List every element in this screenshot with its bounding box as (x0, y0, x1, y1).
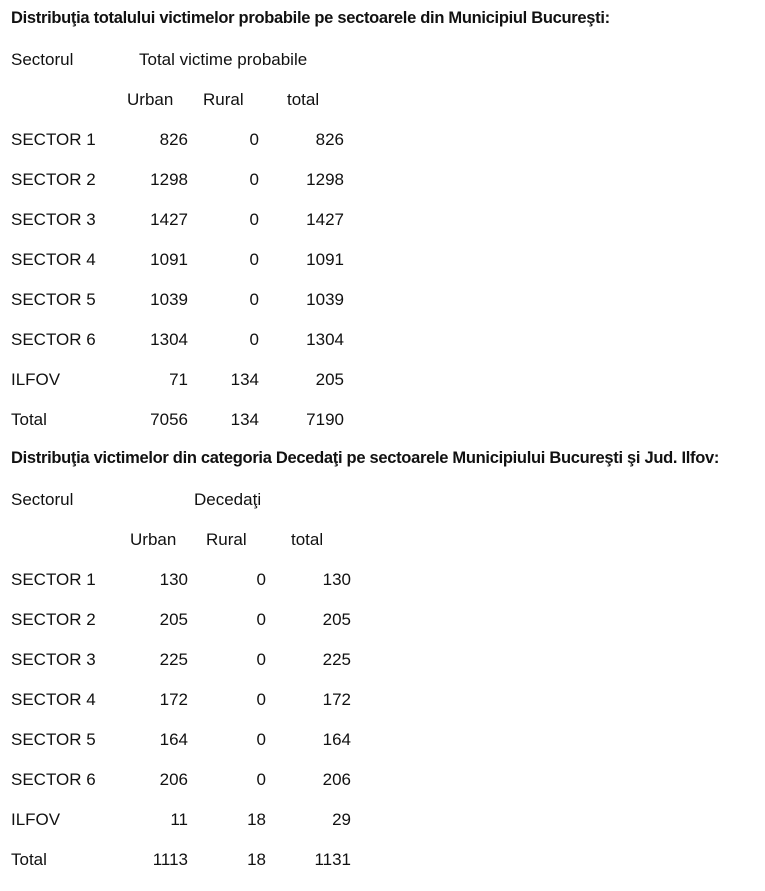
table2-cell-rural: 18 (247, 850, 266, 869)
table1-sector-header: Sectorul (11, 50, 74, 69)
table1-col-total: total (287, 90, 320, 109)
table1-cell-total: 826 (315, 130, 344, 149)
table1-cell-urban: 71 (169, 370, 188, 389)
table1-row-label: SECTOR 5 (11, 290, 96, 309)
table1-group-header: Total victime probabile (139, 50, 308, 69)
table1-cell-total: 7190 (306, 410, 344, 429)
table1-row-label: Total (11, 410, 47, 429)
table1-col-urban: Urban (127, 90, 174, 109)
table1-cell-urban: 1091 (150, 250, 188, 269)
table2-cell-total: 225 (322, 650, 351, 669)
table2-row-label: Total (11, 850, 47, 869)
table1-row-label: ILFOV (11, 370, 61, 389)
table2-row-label: SECTOR 1 (11, 570, 96, 589)
table2-group-header: Decedaţi (194, 490, 262, 509)
table2-cell-total: 29 (332, 810, 351, 829)
table2-cell-rural: 0 (256, 770, 266, 789)
table2-cell-urban: 225 (159, 650, 188, 669)
table1-cell-total: 1039 (306, 290, 344, 309)
table1-cell-rural: 0 (249, 290, 259, 309)
table1-cell-total: 1304 (306, 330, 344, 349)
table2-cell-rural: 0 (256, 570, 266, 589)
table2-cell-total: 206 (322, 770, 351, 789)
table2-cell-total: 205 (322, 610, 351, 629)
table2-cell-total: 130 (322, 570, 351, 589)
table2-cell-total: 172 (322, 690, 351, 709)
table1-row-label: SECTOR 6 (11, 330, 96, 349)
table1-row-label: SECTOR 2 (11, 170, 96, 189)
table1-heading: Distribuţia totalului victimelor probabile pe sectoarele din Municipiul Bucureşti: (11, 9, 610, 27)
table1-col-rural: Rural (203, 90, 244, 109)
table1-cell-total: 1427 (306, 210, 344, 229)
table2-row-label: SECTOR 6 (11, 770, 96, 789)
table2-row-label: SECTOR 4 (11, 690, 96, 709)
table1-cell-urban: 7056 (150, 410, 188, 429)
table1-cell-rural: 0 (249, 250, 259, 269)
table1-cell-rural: 0 (249, 170, 259, 189)
table2-cell-total: 164 (322, 730, 351, 749)
table2-cell-urban: 164 (159, 730, 188, 749)
table1-cell-rural: 0 (249, 210, 259, 229)
table2-row-label: SECTOR 3 (11, 650, 96, 669)
table1-cell-urban: 1427 (150, 210, 188, 229)
table2-cell-rural: 0 (256, 730, 266, 749)
table2-cell-total: 1131 (314, 850, 351, 869)
table1-row-label: SECTOR 1 (11, 130, 96, 149)
table1-cell-rural: 134 (230, 410, 259, 429)
table2-cell-urban: 130 (159, 570, 188, 589)
table2-col-total: total (291, 530, 324, 549)
table2-cell-urban: 1113 (152, 850, 188, 869)
table2-col-rural: Rural (206, 530, 247, 549)
table2-cell-rural: 0 (256, 610, 266, 629)
table2-col-urban: Urban (130, 530, 177, 549)
table2-cell-urban: 172 (159, 690, 188, 709)
table1-cell-total: 205 (315, 370, 344, 389)
table1-row-label: SECTOR 3 (11, 210, 96, 229)
table2-cell-rural: 18 (247, 810, 266, 829)
table2-cell-urban: 206 (159, 770, 188, 789)
table2-row-label: ILFOV (11, 810, 61, 829)
table1-cell-urban: 1039 (150, 290, 188, 309)
table1-row-label: SECTOR 4 (11, 250, 96, 269)
table1-cell-total: 1091 (306, 250, 344, 269)
table1-cell-rural: 0 (249, 330, 259, 349)
table2-cell-urban: 205 (159, 610, 188, 629)
table2-sector-header: Sectorul (11, 490, 74, 509)
table1-cell-rural: 134 (230, 370, 259, 389)
table1-cell-urban: 1298 (150, 170, 188, 189)
table1-cell-rural: 0 (249, 130, 259, 149)
table1-cell-total: 1298 (306, 170, 344, 189)
table2-cell-urban: 11 (170, 810, 188, 829)
table2-cell-rural: 0 (256, 650, 266, 669)
table2-row-label: SECTOR 2 (11, 610, 96, 629)
table1-cell-urban: 1304 (150, 330, 188, 349)
table2-cell-rural: 0 (256, 690, 266, 709)
table2-row-label: SECTOR 5 (11, 730, 96, 749)
table1-cell-urban: 826 (159, 130, 188, 149)
table2-heading: Distribuţia victimelor din categoria Decedaţi pe sectoarele Municipiului Bucureşti şi Jud. Ilfov: (11, 449, 720, 467)
